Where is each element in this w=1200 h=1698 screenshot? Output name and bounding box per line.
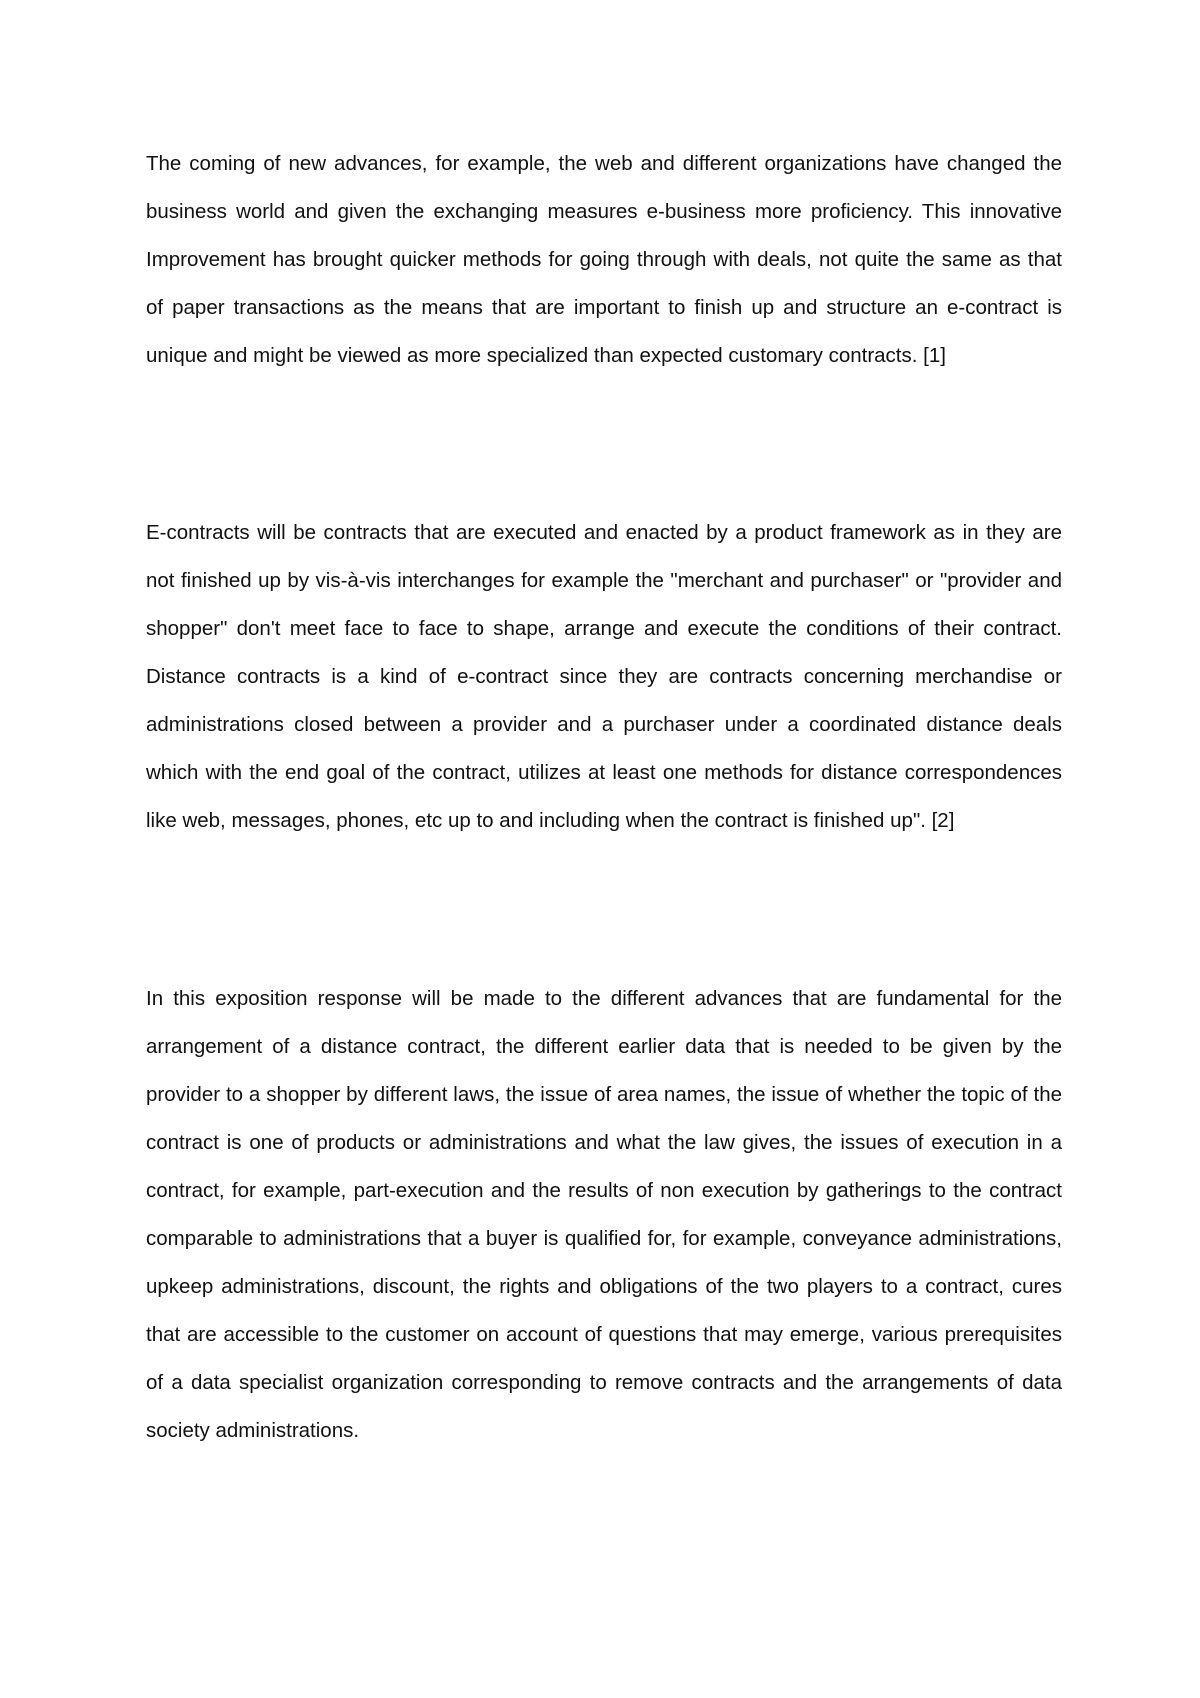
paragraph-exposition-scope: In this exposition response will be made to the different advances that are fundamental for the arrangement of a distance contract, the different earlier data that is needed to be given by the provider to a shopper by different laws, the issue of area names, the issue of whether the topic of the contract is one of products or administrations and what the law gives, the issues of execution in a contract, for example, part-execution and the results of non execution by gatherings to the contract comparable to administrations that a buyer is qualified for, for example, conveyance administrations, upkeep administrations, discount, the rights and obligations of the two players to a contract, cures that are accessible to the customer on account of questions that may emerge, various prerequisites of a data specialist organization corresponding to remove contracts and the arrangements of data society administrations. [146, 987, 1062, 1442]
paragraph-e-contracts: E-contracts will be contracts that are executed and enacted by a product framework as in they are not finished up by vis-à-vis interchanges for example the "merchant and purchaser" or "provider and shopper" don't meet face to face to shape, arrange and execute the conditions of their contract. Distance contracts is a kind of e-contract since they are contracts concerning merchandise or administrations closed between a provider and a purchaser under a coordinated distance deals which with the end goal of the contract, utilizes at least one methods for distance correspondences like web, messages, phones, etc up to and including when the contract is finished up". [2] [146, 521, 1062, 832]
paragraph-intro: The coming of new advances, for example, the web and different organizations have changed the business world and given the exchanging measures e-business more proficiency. This innovative Improvement has brought quicker methods for going through with deals, not quite the same as that of paper transactions as the means that are important to finish up and structure an e-contract is unique and might be viewed as more specialized than expected customary contracts. [1] [146, 152, 1062, 367]
